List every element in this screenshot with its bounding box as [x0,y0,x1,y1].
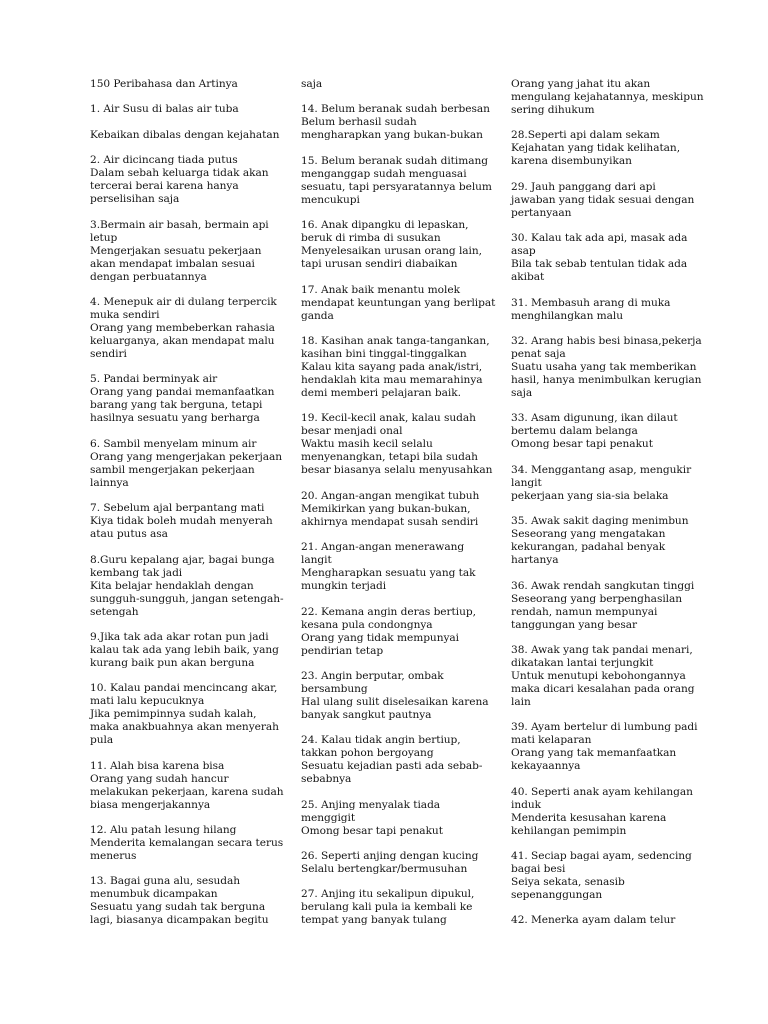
proverb-entry [511,297,687,323]
text-line: 9.Jika tak ada akar rotan pun jadi [90,630,269,643]
text-line: kehilangan pemimpin [511,824,627,837]
text-line: Memikirkan yang bukan-bukan, [301,502,471,515]
text-line: Belum berhasil sudah [301,116,417,129]
text-column-middle [301,78,496,940]
text-column-left [90,78,284,940]
proverb-entry [301,334,490,400]
text-line: Orang yang sudah hancur [90,772,229,785]
text-line: Bila tak sebab tentulan tidak ada [511,258,688,271]
proverb-entry [301,283,496,323]
text-line: Jika pemimpinnya sudah kalah, [90,708,257,721]
text-line: 29. Jauh panggang dari api [511,180,656,193]
document-title [90,78,265,91]
proverb-entry [511,78,704,117]
text-column-right [511,78,704,940]
text-line: Kalau kita sayang pada anak/istri, [301,360,483,373]
proverb-entry [511,515,687,567]
text-line: atau putus asa [90,528,168,541]
text-line: Kiya tidak boleh mudah menyerah [90,515,273,528]
text-line: Orang yang mengerjakan pekerjaan [90,450,283,463]
text-line: pertanyaan [511,206,572,219]
text-line: ganda [301,309,334,322]
proverb-entry [301,219,482,271]
text-line: bagai besi [511,863,566,876]
text-line: Kita belajar hendaklah dengan [90,579,254,592]
text-line: rendah, namun mempunyai [511,605,658,618]
text-line: 32. Arang habis besi binasa,pekerja [511,334,702,347]
text-line: 19. Kecil-kecil anak, kalau sudah [301,412,476,425]
proverb-entry [301,669,489,722]
proverb-entry [511,850,692,902]
text-line: 14. Belum beranak sudah berbesan [301,103,490,116]
proverb-entry [90,759,284,812]
text-line: Untuk menutupi kebohongannya [511,669,686,682]
text-line: kasihan bini tinggal-tinggalkan [301,347,467,360]
text-line: takkan pohon bergoyang [301,747,434,760]
text-line: 34. Menggantang asap, mengukir [511,463,692,476]
proverb-entry [90,875,269,927]
text-line: 15. Belum beranak sudah ditimang [301,154,488,167]
text-line: bertemu dalam belanga [511,425,638,438]
text-line: saja [301,78,323,90]
proverb-entry [90,154,269,206]
text-line: lagi, biasanya dicampakan begitu [90,914,269,927]
text-line: maka anakbuahnya akan menyerah [90,721,279,734]
text-line: dengan perbuatannya [90,270,207,283]
text-line: 7. Sebelum ajal berpantang mati [90,502,265,515]
text-line: sungguh-sungguh, jangan setengah- [90,592,284,605]
text-line: saja [511,386,533,399]
text-line: Seseorang yang berpenghasilan [511,592,683,605]
text-line: lainnya [90,476,129,489]
proverb-entry [511,643,695,709]
proverb-entry [511,334,702,400]
text-line: sering dihukum [511,104,595,116]
text-line: 26. Seperti anjing dengan kucing [301,850,479,863]
text-line: Suatu usaha yang tak memberikan [511,360,697,373]
text-line: akibat [511,271,545,284]
text-line: asap [511,245,536,258]
text-line: sambil mengerjakan pekerjaan [90,463,255,476]
text-line: Omong besar tapi penakut [301,824,443,837]
text-line: 25. Anjing menyalak tiada [301,798,441,811]
text-line: kalau tak ada yang lebih baik, yang [90,643,279,656]
text-line: menganggap sudah menguasai [301,167,467,180]
proverb-entry [90,502,273,541]
text-line: Dalam sebah keluarga tidak akan [90,167,269,180]
text-line: 36. Awak rendah sangkutan tinggi [511,579,695,592]
text-line: menyenangkan, tetapi bila sudah [301,451,478,464]
proverb-entry [90,128,280,142]
proverb-entry [90,218,269,284]
proverb-entry [301,799,477,838]
text-line: hartanya [511,554,559,567]
text-line: tercerai berai karena hanya [90,180,239,193]
text-line: Sesuatu kejadian pasti ada sebab- [301,760,483,773]
text-line: berulang kali pula ia kembali ke [301,901,473,914]
text-line: 42. Menerka ayam dalam telur [511,914,676,927]
text-line: mencukupi [301,193,360,206]
text-line: 33. Asam digunung, ikan dilaut [511,412,678,425]
text-line: Orang yang pandai memanfaatkan [90,386,275,399]
text-line: letup [90,231,118,244]
text-line: 6. Sambil menyelam minum air [90,437,257,450]
text-line: 31. Membasuh arang di muka [511,296,671,309]
proverb-entry [511,721,698,773]
text-line: induk [511,798,541,811]
text-line: tanggungan yang besar [511,618,637,631]
text-line: kekurangan, padahal benyak [511,541,666,554]
text-line: 35. Awak sakit daging menimbun [511,515,689,528]
text-line: langit [511,476,542,489]
text-line: keluarganya, akan mendapat malu [90,334,275,347]
text-line: Hal ulang sulit diselesaikan karena [301,695,489,708]
text-line: tempat yang banyak tulang [301,914,447,927]
proverb-entry [301,412,493,477]
text-line: 20. Angan-angan mengikat tubuh [301,489,480,502]
proverb-entry [511,412,687,451]
text-line: mati lalu kepucuknya [90,695,205,708]
text-line: 27. Anjing itu sekalipun dipukul, [301,888,475,901]
text-line: sesuatu, tapi persyaratannya belum [301,180,492,193]
text-line: Omong besar tapi penakut [511,438,653,451]
text-line: muka sendiri [90,308,160,321]
text-line: 18. Kasihan anak tanga-tangankan, [301,334,490,347]
text-line: sepenanggungan [511,889,603,902]
text-line: 41. Seciap bagai ayam, sedencing [511,850,692,863]
proverb-entry [511,785,693,838]
text-line: menggigit [301,811,356,824]
text-line: 8.Guru kepalang ajar, bagai bunga [90,553,275,566]
text-line: melakukan pekerjaan, karena sudah [90,785,284,798]
proverb-entry [511,232,687,284]
proverb-entry [511,463,692,503]
text-line: 3.Bermain air basah, bermain api [90,218,269,231]
proverb-entry [301,103,490,142]
text-line: pekerjaan yang sia-sia belaka [511,489,669,502]
text-line: akan mendapat imbalan sesuai [90,257,255,270]
text-line: 22. Kemana angin deras bertiup, [301,605,476,618]
proverb-entry [511,914,687,927]
proverb-entry [301,606,477,658]
proverb-entry [90,682,279,747]
text-line: bersambung [301,682,368,695]
proverb-entry [301,734,483,786]
text-line: menerus [90,850,137,863]
text-line: Orang yang jahat itu akan [511,78,651,90]
text-line: 12. Alu patah lesung hilang [90,824,237,837]
text-line: pendirian tetap [301,644,384,657]
proverb-entry [301,850,477,876]
text-line: Kebaikan dibalas dengan kejahatan [90,128,280,141]
text-line: Waktu masih kecil selalu [301,438,433,451]
text-line: 11. Alah bisa karena bisa [90,759,225,772]
proverb-entry [301,154,492,207]
text-line: Sesuatu yang sudah tak berguna [90,901,266,914]
text-line: dikatakan lantai terjungkit [511,656,654,669]
proverb-entry [90,295,277,361]
text-line: 10. Kalau pandai mencincang akar, [90,682,278,695]
text-line: akhirnya mendapat susah sendiri [301,515,479,528]
text-line: besar menjadi onal [301,425,403,438]
text-line: hasil, hanya menimbulkan kerugian [511,373,702,386]
proverb-entry [511,180,695,220]
text-line: Seseorang yang mengatakan [511,528,666,541]
text-line: 2. Air dicincang tiada putus [90,154,238,167]
text-line: 38. Awak yang tak pandai menari, [511,643,693,656]
text-line: menumbuk dicampakan [90,888,218,901]
text-line: perselisihan saja [90,193,180,206]
text-line: 4. Menepuk air di dulang terpercik [90,295,277,308]
text-line: Seiya sekata, senasib [511,876,625,889]
text-line: pula [90,734,114,747]
text-line: beruk di rimba di susukan [301,232,441,245]
text-line: banyak sangkut pautnya [301,708,432,721]
text-line: kekayaannya [511,760,581,773]
text-line: kesana pula condongnya [301,618,433,631]
proverb-entry [511,579,695,632]
proverb-entry [90,103,265,116]
proverb-entry [90,437,283,490]
proverb-entry [301,888,477,927]
text-line: sebabnya [301,773,352,786]
text-line: Menderita kesusahan karena [511,811,667,824]
proverb-entry [511,129,687,168]
text-line: langit [301,554,332,567]
proverb-entry [90,373,275,425]
text-line: besar biasanya selalu menyusahkan [301,464,493,477]
text-line: Orang yang tak memanfaatkan [511,747,677,760]
text-line: Selalu bertengkar/bermusuhan [301,863,468,876]
text-line: tapi urusan sendiri diabaikan [301,258,458,271]
text-line: Kejahatan yang tidak kelihatan, [511,142,681,155]
text-line: karena disembunyikan [511,155,632,168]
text-line: Orang yang membeberkan rahasia [90,321,275,334]
text-line: biasa mengerjakannya [90,798,211,811]
proverb-entry [301,489,480,529]
text-line: Mengharapkan sesuatu yang tak [301,567,476,580]
text-line: mungkin terjadi [301,580,387,593]
text-line: 150 Peribahasa dan Artinya [90,78,238,90]
text-line: penat saja [511,347,566,360]
text-line: 13. Bagai guna alu, sesudah [90,875,241,888]
text-line: hendaklah kita mau memarahinya [301,373,483,386]
proverb-entry [90,824,284,863]
text-line: Menyelesaikan urusan orang lain, [301,245,482,258]
text-line: maka dicari kesalahan pada orang [511,682,695,695]
text-line: hasilnya sesuatu yang berharga [90,412,260,425]
text-line: 5. Pandai berminyak air [90,373,218,386]
text-line: Orang yang tidak mempunyai [301,631,460,644]
proverb-entry [301,541,477,593]
text-line: menghilangkan malu [511,309,624,322]
text-line: 17. Anak baik menantu molek [301,283,460,296]
text-line: kembang tak jadi [90,566,183,579]
text-line: 40. Seperti anak ayam kehilangan [511,785,693,798]
proverb-entry [90,553,284,619]
text-line: lain [511,695,531,708]
text-line: 30. Kalau tak ada api, masak ada [511,232,688,245]
proverb-entry [90,630,279,670]
proverb-entry [301,78,477,91]
text-line: demi memberi pelajaran baik. [301,386,461,399]
text-line: jawaban yang tidak sesuai dengan [511,193,695,206]
text-line: 24. Kalau tidak angin bertiup, [301,734,461,747]
text-line: sendiri [90,347,127,360]
text-line: Menderita kemalangan secara terus [90,837,284,850]
text-line: kurang baik pun akan berguna [90,656,255,669]
text-line: 16. Anak dipangku di lepaskan, [301,219,469,232]
text-line: 21. Angan-angan menerawang [301,541,465,554]
text-line: 39. Ayam bertelur di lumbung padi [511,721,698,734]
text-line: setengah [90,605,139,618]
text-line: mengulang kejahatannya, meskipun [511,91,704,103]
text-line: 1. Air Susu di balas air tuba [90,103,239,116]
text-line: mendapat keuntungan yang berlipat [301,296,496,309]
text-line: 28.Seperti api dalam sekam [511,129,660,142]
text-line: barang yang tak berguna, tetapi [90,399,263,412]
text-line: Mengerjakan sesuatu pekerjaan [90,244,262,257]
text-line: mengharapkan yang bukan-bukan [301,129,483,142]
text-line: mati kelaparan [511,734,592,747]
text-line: 23. Angin berputar, ombak [301,669,444,682]
